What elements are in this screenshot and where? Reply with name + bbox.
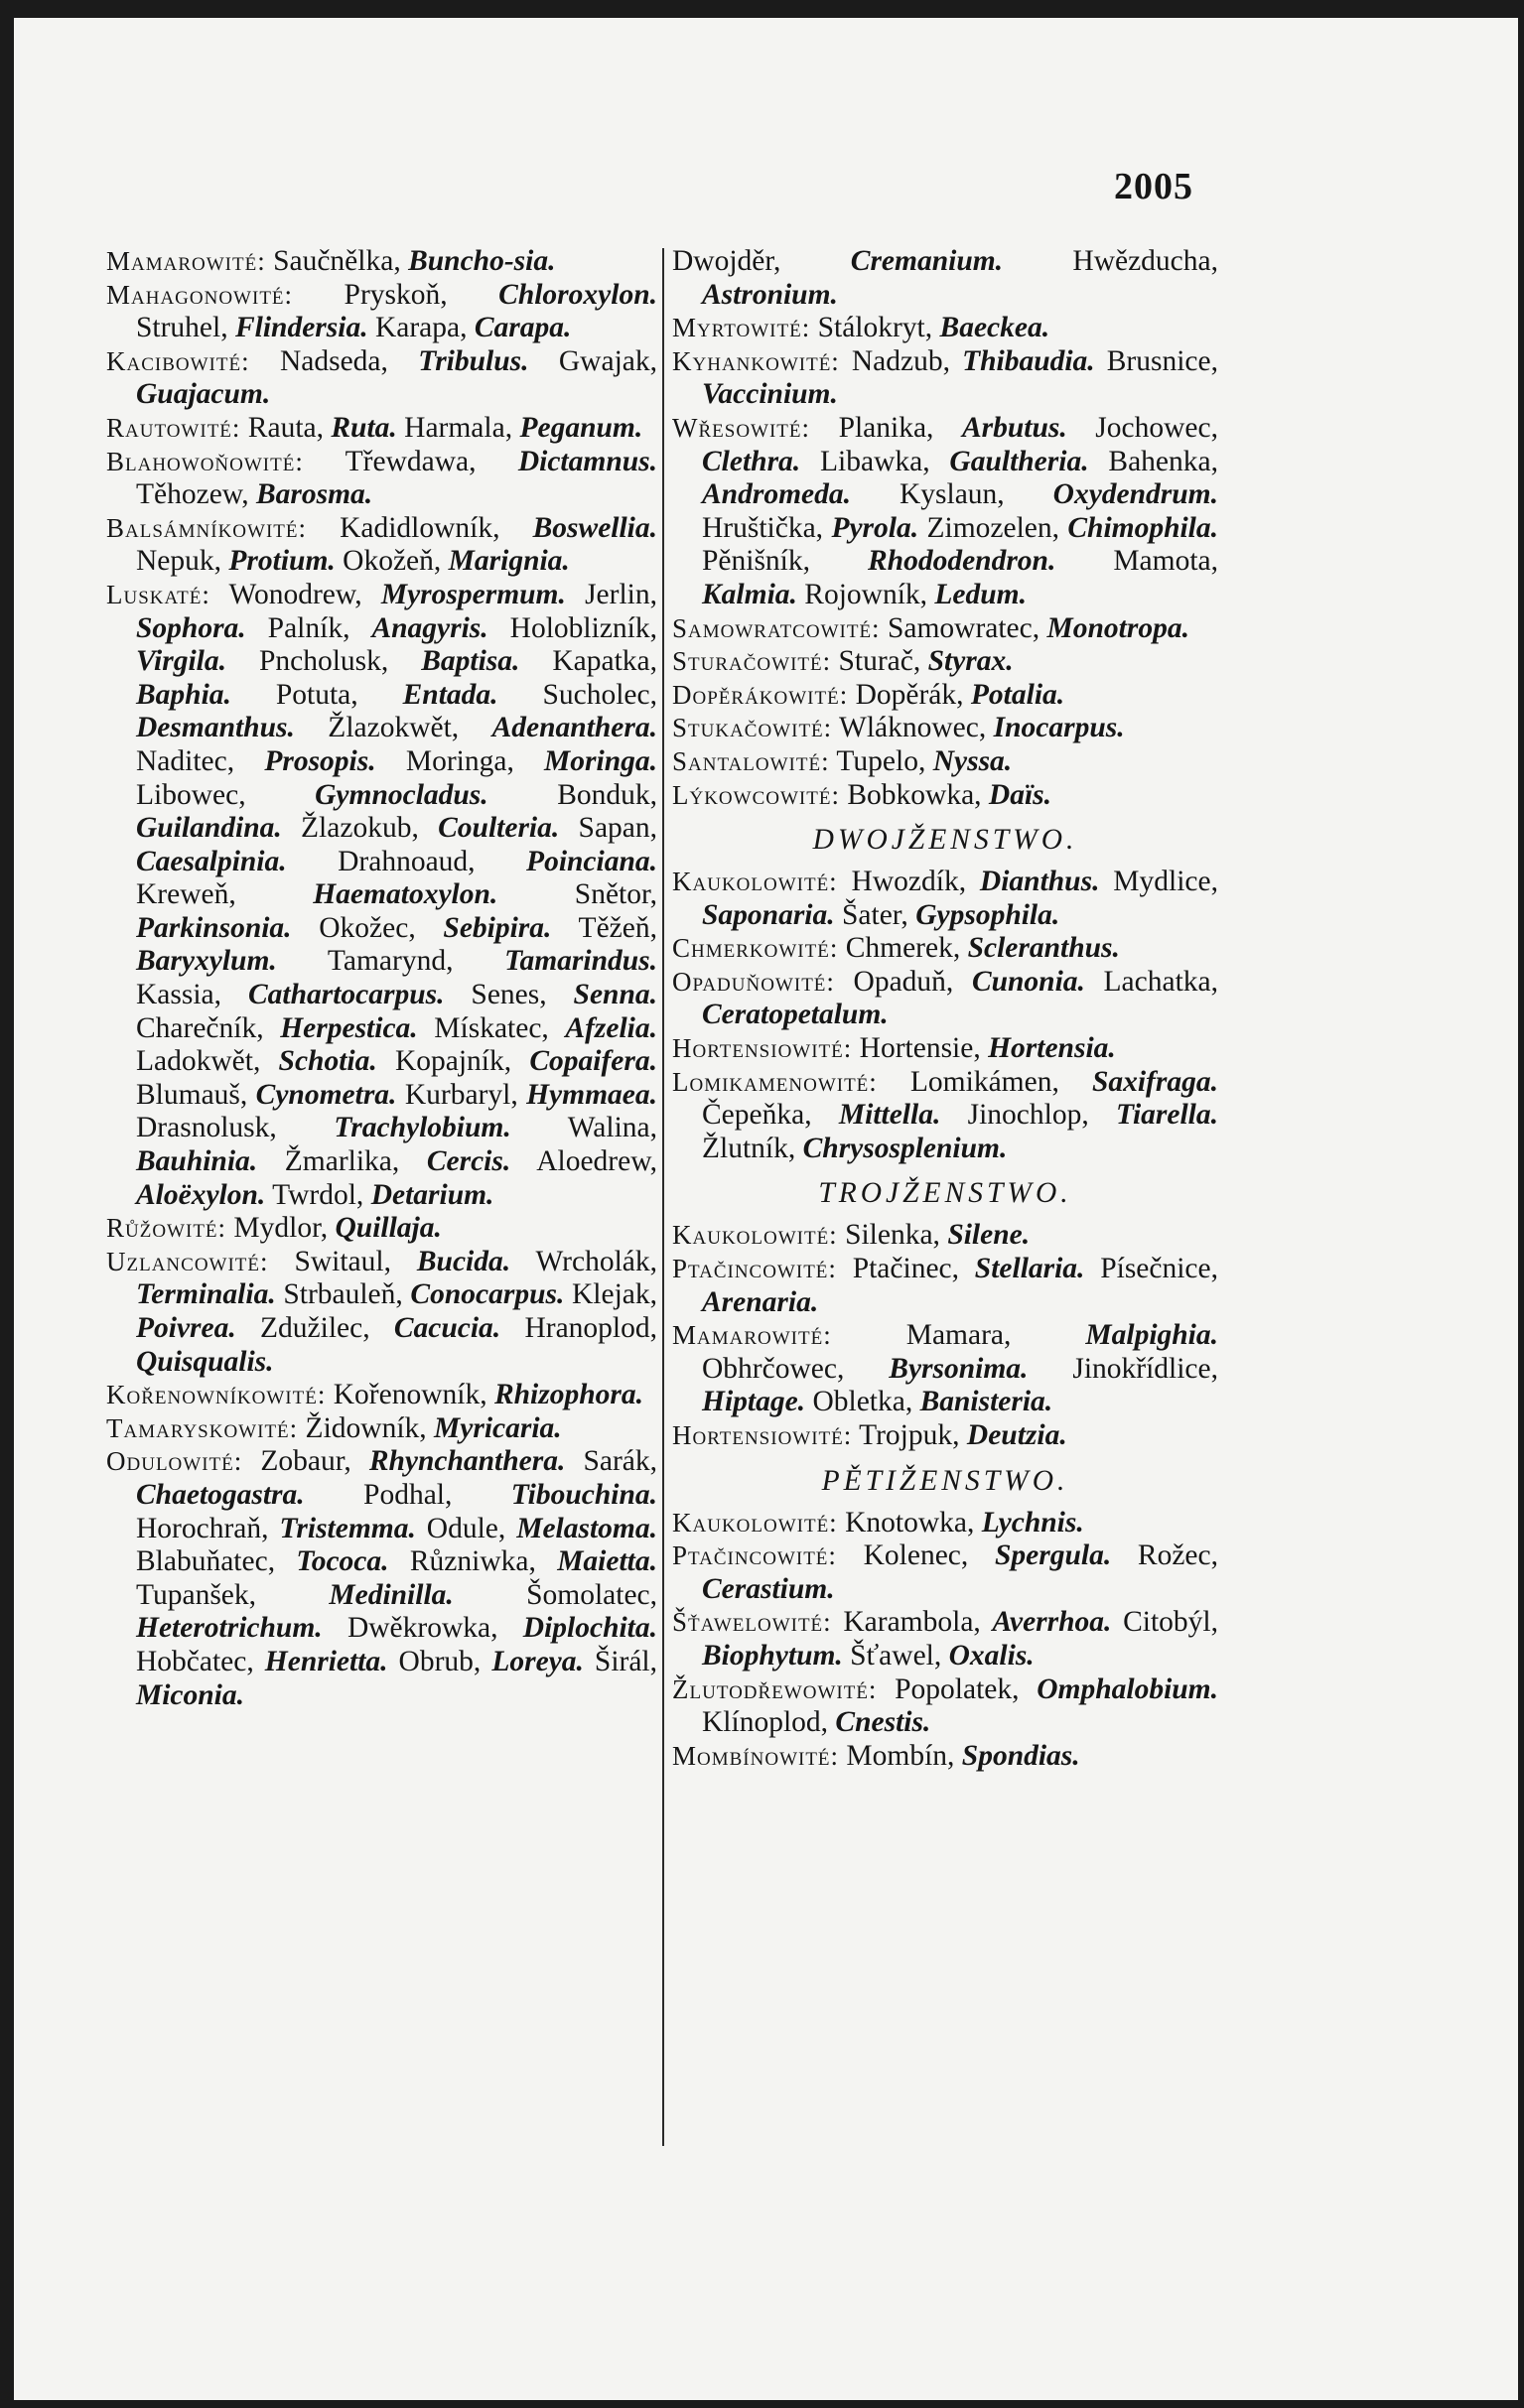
family-entry: Ptačincowité: Kolenec, Spergula. Rožec, Cerastium. (672, 1539, 1218, 1605)
family-entry: Žlutodřewowité: Popolatek, Omphalobium. Klínoplod, Cnestis. (672, 1672, 1218, 1739)
family-entry: Hortensiowité: Hortensie, Hortensia. (672, 1032, 1116, 1065)
family-entry: Balsámníkowité: Kadidlowník, Boswellia. Nepuk, Protium. Okožeň, Marignia. (106, 511, 657, 578)
column-divider (662, 248, 664, 2146)
page-number: 2005 (1114, 166, 1193, 207)
left-column (106, 245, 657, 1712)
family-entry: Lomikamenowité: Lomikámen, Saxifraga. Čepeňka, Mittella. Jinochlop, Tiarella. Žlutník, Chrysosplenium. (672, 1065, 1218, 1164)
family-entry: Kaukolowité: Hwozdík, Dianthus. Mydlice, Saponaria. Šater, Gypsophila. (672, 866, 1218, 931)
family-entry: Šťawelowité: Karambola, Averrhoa. Citobýl, Biophytum. Šťawel, Oxalis. (672, 1606, 1218, 1672)
family-entry: Chmerkowité: Chmerek, Scleranthus. (672, 932, 1120, 965)
family-entry: Hortensiowité: Trojpuk, Deutzia. (672, 1419, 1067, 1451)
family-entry: Mombínowité: Mombín, Spondias. (672, 1739, 1080, 1772)
family-entry: Uzlancowité: Switaul, Bucida. Wrcholák, Terminalia. Strbauleň, Conocarpus. Klejak, Poivrea. Zdužilec, Cacucia. Hranoplod, Quisqualis. (106, 1245, 657, 1378)
family-entry: Myrtowité: Stálokryt, Baeckea. (672, 312, 1050, 344)
family-entry: Mahagonowité: Pryskoň, Chloroxylon. Struhel, Flindersia. Karapa, Carapa. (106, 278, 657, 344)
right-column (672, 245, 1218, 1773)
section-heading: PĚTIŽENSTWO. (821, 1464, 1069, 1497)
family-entry: Sturačowité: Sturač, Styrax. (672, 645, 1014, 678)
family-entry: Růžowité: Mydlor, Quillaja. (106, 1212, 442, 1245)
family-entry: Mamarowité: Saučnělka, Buncho-sia. (106, 245, 556, 277)
family-entry: Wřesowité: Planika, Arbutus. Jochowec, Clethra. Libawka, Gaultheria. Bahenka, Andromeda. Kyslaun, Oxydendrum. Hruštička, Pyrola. Zimozelen, Chimophila. Pěnišník, Rhododendron. Mamota, Kalmia. Rojowník, Ledum. (672, 411, 1219, 610)
family-entry: Santalowité: Tupelo, Nyssa. (672, 744, 1013, 777)
family-entry: Samowratcowité: Samowratec, Monotropa. (672, 611, 1189, 644)
family-entry: Mamarowité: Mamara, Malpighia. Obhrčowec, Byrsonima. Jinokřídlice, Hiptage. Obletka, Banisteria. (672, 1319, 1218, 1418)
section-heading: DWOJŽENSTWO. (812, 824, 1078, 857)
family-entry: Stukačowité: Wláknowec, Inocarpus. (672, 712, 1125, 744)
family-entry: Kořenowníkowité: Kořenowník, Rhizophora. (106, 1379, 643, 1411)
family-entry: Kaukolowité: Silenka, Silene. (672, 1219, 1031, 1252)
family-entry: Luskaté: Wonodrew, Myrospermum. Jerlin, Sophora. Palník, Anagyris. Holoblizník, Virgila. Pncholusk, Baptisa. Kapatka, Baphia. Potuta, Entada. Sucholec, Desmanthus. Žlazokwět, Adenanthera. Naditec, Prosopis. Moringa, Moringa. Libowec, Gymnocladus. Bonduk, Guilandina. Žlazokub, Coulteria. Sapan, Caesalpinia. Drahnoaud, Poinciana. Kreweň, Haematoxylon. Snětor, Parkinsonia. Okožec, Sebipira. Těžeň, Baryxylum. Tamarynd, Tamarindus. Kassia, Cathartocarpus. Senes, Senna. Charečník, Herpestica. Mískatec, Afzelia. Ladokwět, Schotia. Kopajník, Copaifera. Blumauš, Cynometra. Kurbaryl, Hymmaea. Drasnolusk, Trachylobium. Walina, Bauhinia. Žmarlika, Cercis. Aloedrew, Aloëxylon. Twrdol, Detarium. (106, 578, 658, 1211)
family-entry: Kaukolowité: Knotowka, Lychnis. (672, 1506, 1084, 1538)
family-entry: Kacibowité: Nadseda, Tribulus. Gwajak, Guajacum. (106, 344, 657, 411)
family-entry: Kyhankowité: Nadzub, Thibaudia. Brusnice, Vaccinium. (672, 344, 1218, 411)
family-entry: Dwojděr, Cremanium. Hwězducha, Astronium. (672, 245, 1218, 311)
family-entry: Rautowité: Rauta, Ruta. Harmala, Peganum. (106, 411, 643, 444)
family-entry: Blahowoňowité: Třewdawa, Dictamnus. Těhozew, Barosma. (106, 445, 657, 511)
family-entry: Lýkowcowité: Bobkowka, Daïs. (672, 778, 1052, 811)
family-entry: Opaduňowité: Opaduň, Cunonia. Lachatka, Ceratopetalum. (672, 965, 1218, 1031)
family-entry: Tamaryskowité: Židowník, Myricaria. (106, 1411, 562, 1444)
family-entry: Dopěrákowité: Dopěrák, Potalia. (672, 678, 1065, 711)
family-entry: Ptačincowité: Ptačinec, Stellaria. Písečnice, Arenaria. (672, 1253, 1218, 1318)
section-heading: TROJŽENSTWO. (818, 1177, 1072, 1210)
book-page (14, 18, 1518, 2400)
family-entry: Odulowité: Zobaur, Rhynchanthera. Sarák, Chaetogastra. Podhal, Tibouchina. Horochraň, Tristemma. Odule, Melastoma. Blabuňatec, Tococa. Různiwka, Maietta. Tupanšek, Medinilla. Šomolatec, Heterotrichum. Dwěkrowka, Diplochita. Hobčatec, Henrietta. Obrub, Loreya. Širál, Miconia. (106, 1445, 658, 1711)
